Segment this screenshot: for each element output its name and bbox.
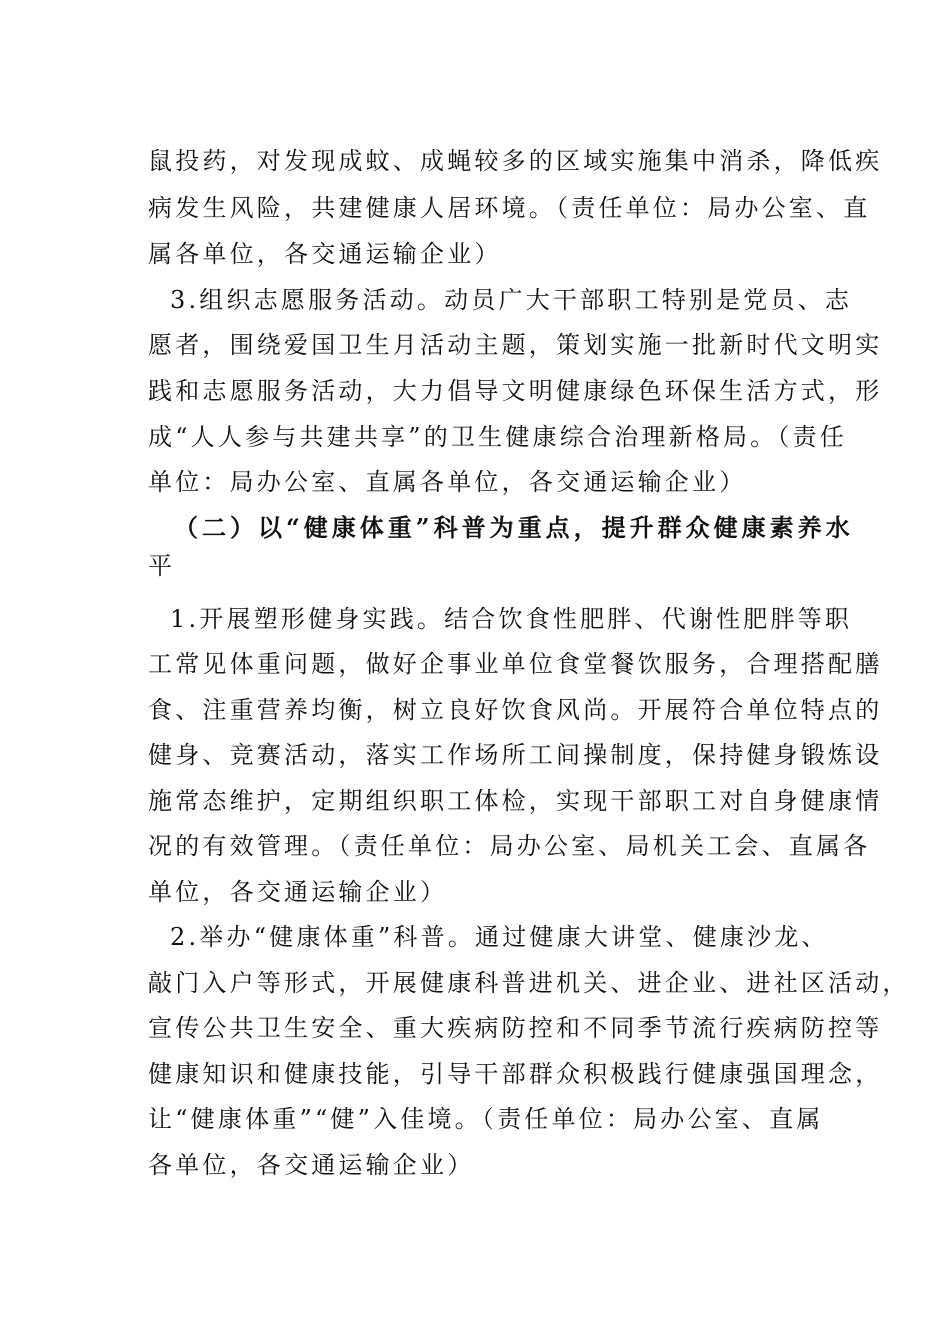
text-line: 工常见体重问题，做好企事业单位食堂餐饮服务，合理搭配膳 <box>148 650 883 678</box>
section-heading-continuation: 平 <box>148 552 176 580</box>
text-line: 单位：局办公室、直属各单位，各交通运输企业） <box>148 468 747 496</box>
text-line: 宣传公共卫生安全、重大疾病防控和不同季节流行疾病防控等 <box>148 1014 883 1042</box>
section-heading: （二）以“健康体重”科普为重点，提升群众健康素养水 <box>174 513 854 542</box>
item-3-title-line: 3.组织志愿服务活动。动员广大干部职工特别是党员、志 <box>170 286 853 314</box>
text-line: 愿者，围绕爱国卫生月活动主题，策划实施一批新时代文明实 <box>148 331 883 359</box>
item-1-title-line: 1.开展塑形健身实践。结合饮食性肥胖、代谢性肥胖等职 <box>170 605 853 633</box>
text-line: 健康知识和健康技能，引导干部群众积极践行健康强国理念， <box>148 1060 883 1088</box>
text-line: 成“人人参与共建共享”的卫生健康综合治理新格局。（责任 <box>148 423 847 451</box>
text-line: 让“健康体重”“健”入佳境。（责任单位：局办公室、直属 <box>148 1105 824 1133</box>
text-line: 鼠投药，对发现成蚊、成蝇较多的区域实施集中消杀，降低疾 <box>148 147 883 175</box>
text-line: 属各单位，各交通运输企业） <box>148 240 502 268</box>
text-line: 单位，各交通运输企业） <box>148 878 448 906</box>
text-line: 病发生风险，共建健康人居环境。（责任单位：局办公室、直 <box>148 194 871 222</box>
text-line: 敲门入户等形式，开展健康科普进机关、进企业、进社区活动， <box>148 969 910 997</box>
text-line: 施常态维护，定期组织职工体检，实现干部职工对自身健康情 <box>148 787 883 815</box>
item-2-title-line: 2.举办“健康体重”科普。通过健康大讲堂、健康沙龙、 <box>170 923 829 951</box>
text-line: 食、注重营养均衡，树立良好饮食风尚。开展符合单位特点的 <box>148 696 883 724</box>
text-line: 践和志愿服务活动，大力倡导文明健康绿色环保生活方式，形 <box>148 377 883 405</box>
text-line: 况的有效管理。（责任单位：局办公室、局机关工会、直属各 <box>148 832 871 860</box>
text-line: 健身、竞赛活动，落实工作场所工间操制度，保持健身锻炼设 <box>148 741 883 769</box>
text-line: 各单位，各交通运输企业） <box>148 1151 475 1179</box>
